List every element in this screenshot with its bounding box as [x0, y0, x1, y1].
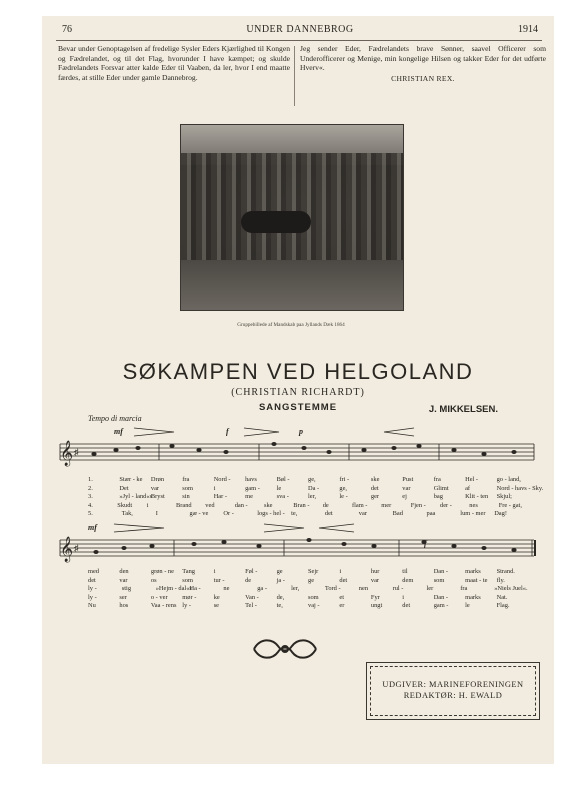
lyric-word: de	[245, 576, 252, 584]
header-rule	[56, 40, 542, 41]
lyric-word: Or -	[223, 510, 234, 518]
lyric-line	[88, 594, 538, 603]
lyric-word: Strand.	[496, 568, 515, 575]
lyric-word: nen	[358, 585, 369, 593]
lyric-word: Van -	[245, 593, 259, 601]
lyric-word: Dan -	[433, 593, 449, 601]
lyric-word: Dan -	[433, 568, 449, 575]
lyric-word: gæ - ve	[189, 510, 209, 518]
lyric-word: »Niels Juel«.	[494, 585, 528, 593]
lyric-word: ne	[223, 585, 230, 593]
lyric-word: Skudt	[117, 501, 133, 509]
song-title: SØKAMPEN VED HELGOLAND	[122, 359, 474, 384]
lyric-word: fra	[433, 476, 441, 483]
dynamic-p: p	[299, 427, 303, 436]
lyric-word: sva -	[276, 493, 289, 501]
lyric-word: go - land,	[496, 476, 521, 483]
lyric-word: med	[88, 568, 100, 575]
lyric-word: sin	[182, 493, 190, 501]
lyric-word: »Hejm - dal«s	[155, 585, 192, 593]
lyric-word: som	[182, 576, 193, 584]
lyric-word: fra	[460, 585, 468, 593]
lyric-word: Bryst	[150, 493, 165, 501]
lyric-word: dan -	[234, 501, 248, 509]
lyric-word: te,	[291, 510, 298, 518]
lyric-word: Klit - ten	[465, 493, 489, 501]
lyric-word: i	[146, 501, 149, 509]
lyric-word: Nord -	[213, 476, 231, 483]
lyric-word: Det	[119, 484, 129, 492]
lyric-word: et	[339, 593, 345, 601]
lyric-word: gam -	[245, 484, 260, 492]
lyric-word: det	[339, 576, 348, 584]
lyric-word: 5.	[88, 510, 93, 518]
lyric-word: ler,	[308, 493, 317, 501]
lyrics-system-2	[88, 568, 538, 611]
lyric-word: marks	[465, 593, 481, 601]
lyric-word: Nu	[88, 602, 96, 610]
lyric-word: flam -	[352, 501, 368, 509]
lyric-word: var	[119, 576, 128, 584]
dynamic-mf-2: mf	[88, 523, 97, 532]
right-column-text: Jeg sender Eder, Fædrelandets brave Sønner, saavel Officerer som Underofficerer og Menige, min kongelige Hilsen og takker Eder for det udførte Hverv«.	[300, 44, 546, 73]
lyric-word: Tang	[182, 568, 195, 575]
lyric-word: gam -	[433, 602, 449, 610]
music-staff-2	[54, 516, 540, 568]
lyric-word: der -	[440, 501, 452, 509]
lyric-word: Bad	[392, 510, 403, 518]
lyric-word: af	[465, 484, 471, 492]
lyric-word: 2.	[88, 484, 93, 492]
photo-caption: Gruppebillede af Mandskab paa Jyllands Dæk 1864	[237, 322, 345, 328]
lyric-word: det	[88, 576, 96, 584]
right-column	[300, 44, 546, 83]
lyric-word: Hel -	[465, 476, 479, 483]
lyric-word: ske	[264, 501, 273, 509]
lyric-word: den	[119, 568, 129, 575]
lyric-word: paa	[426, 510, 436, 518]
lyric-word: Stær - ke	[119, 476, 143, 483]
left-column-text: Bevar under Genoptagelsen af fredelige Sysler Eders Kjærlighed til Kongen og Fædrelandet, og til det Flag, hvorunder I have kæmpet; og skulde Fædrelandets Forsvar atter kalde Eder til Vaaben, da ler, hvor I end maatte færdes, at stille Eder under gamle Dannebrog.	[58, 44, 290, 82]
lyric-word: Ha -	[189, 585, 201, 593]
lyric-word: ge,	[308, 476, 316, 483]
lyric-word: ser	[119, 593, 127, 601]
lyric-word: det	[402, 602, 411, 610]
lyric-word: I	[155, 510, 158, 518]
lyric-word: i	[339, 568, 342, 575]
lyric-word: se	[213, 602, 220, 610]
lyric-word: 3.	[88, 493, 93, 501]
lyric-word: logs - hel -	[257, 510, 285, 518]
lyric-word: marks	[465, 568, 481, 575]
lyric-line	[88, 493, 538, 502]
lyric-word: det	[370, 484, 379, 492]
lyric-word: i	[213, 568, 216, 575]
lyric-word: lum - mer	[460, 510, 486, 518]
lyrics-system-1	[88, 476, 544, 519]
dynamic-mf: mf	[114, 427, 123, 436]
lyric-word: grøn - ne	[150, 568, 174, 575]
lyric-word: 4.	[88, 501, 93, 509]
journal-title: UNDER DANNEBROG	[246, 24, 354, 35]
lyric-word: havs	[245, 476, 257, 483]
lyric-word: var	[150, 484, 160, 492]
publisher-line: UDGIVER: MARINEFORENINGEN	[382, 680, 524, 689]
lyric-word: maat - te	[465, 576, 488, 584]
page-header	[62, 24, 538, 38]
lyric-word: Fre - gat,	[498, 501, 522, 509]
lyric-word: mør -	[182, 593, 197, 601]
lyric-word: Drøn	[150, 476, 165, 483]
lyric-word: Sejr	[308, 568, 319, 575]
lyric-word: ly -	[88, 585, 97, 593]
lyric-word: Skjul;	[496, 493, 512, 501]
lyric-word: le -	[339, 493, 348, 501]
lyric-word: det	[324, 510, 333, 518]
lyric-word: til	[402, 568, 408, 575]
lyric-word: er	[339, 602, 345, 610]
lyric-word: som	[308, 593, 319, 601]
svg-text:𝄞: 𝄞	[60, 441, 74, 466]
lyric-word: os	[150, 576, 157, 584]
lyric-line	[88, 484, 544, 494]
lyric-word: ved	[205, 501, 215, 509]
lyric-word: Pust	[402, 476, 414, 483]
dynamic-f-2: f	[424, 539, 427, 548]
lyric-line	[88, 577, 538, 586]
lyric-word: Da -	[308, 484, 320, 492]
editor-line: REDAKTØR: H. EWALD	[403, 691, 503, 700]
lyric-word: var	[402, 484, 411, 492]
lyric-word: fra	[182, 476, 190, 483]
lyric-word: ske	[370, 476, 380, 483]
lyric-word: Bran -	[293, 501, 310, 509]
voice-label: SANGSTEMME	[258, 402, 338, 413]
lyric-word: stig	[121, 585, 132, 593]
publisher-box	[366, 662, 540, 720]
lyric-word: ly -	[182, 602, 191, 610]
lyric-word: 1.	[88, 476, 93, 483]
music-staff-1	[54, 420, 540, 472]
lyric-word: Tel -	[245, 602, 257, 610]
composer: J. MIKKELSEN.	[428, 404, 498, 415]
lyric-word: ej	[402, 493, 407, 501]
lyric-word: bag	[433, 493, 443, 501]
lyric-word: nes	[469, 501, 478, 509]
lyric-word: var	[358, 510, 367, 518]
lyric-word: de	[322, 501, 329, 509]
lyric-word: vaj -	[308, 602, 320, 610]
lyric-word: dem	[402, 576, 414, 584]
lyric-word: hos	[119, 602, 129, 610]
lyric-word: ler	[426, 585, 434, 593]
svg-text:♯: ♯	[74, 447, 79, 457]
lyric-word: Dag!	[494, 510, 507, 518]
left-column	[58, 44, 290, 82]
lyric-word: te,	[276, 602, 283, 610]
lyric-word: Fjen -	[410, 501, 426, 509]
lyric-line	[88, 602, 538, 611]
lyric-word: de,	[276, 593, 285, 601]
crew-photo	[180, 124, 404, 311]
lyric-word: tur -	[213, 576, 225, 584]
lyric-word: Bøl -	[276, 476, 290, 483]
lyric-word: Brand	[176, 501, 192, 509]
lyric-word: som	[433, 576, 445, 584]
lyric-word: mer	[381, 501, 392, 509]
page-number: 76	[62, 24, 72, 35]
lyric-word: ger	[370, 493, 380, 501]
lyric-line	[88, 568, 538, 577]
lyric-word: i	[213, 484, 216, 492]
page	[42, 16, 554, 764]
lyric-word: ga -	[257, 585, 267, 593]
lyric-word: ge	[276, 568, 283, 575]
lyric-word: ke	[213, 593, 220, 601]
lyric-word: »Jyl - land«s	[119, 493, 153, 501]
lyric-word: me	[245, 493, 253, 501]
lyric-word: Nord - havs - Sky.	[496, 484, 544, 492]
dynamic-f: f	[226, 427, 229, 436]
lyric-word: fly.	[496, 576, 505, 584]
lyric-word: Vaa - rens	[150, 602, 177, 610]
lyric-word: ja -	[276, 576, 285, 584]
lyric-word: fri -	[339, 476, 350, 483]
lyric-word: Nat.	[496, 593, 508, 601]
lyric-word: ungt	[370, 602, 383, 610]
lyric-word: Glimt	[433, 484, 449, 492]
lyric-word: le	[465, 602, 470, 610]
lyric-word: rul -	[392, 585, 404, 593]
lyric-line	[88, 476, 538, 485]
lyric-word: o - ver	[150, 593, 168, 601]
lyric-word: ge	[308, 576, 315, 584]
year: 1914	[518, 24, 538, 35]
decorative-ornament	[250, 636, 320, 662]
lyric-word: hur	[370, 568, 380, 575]
lyric-word: ler,	[291, 585, 300, 593]
tempo-marking: Tempo di marcia	[88, 414, 142, 423]
lyric-word: i	[402, 593, 405, 601]
lyric-word: le	[276, 484, 282, 492]
signature: CHRISTIAN REX.	[391, 73, 455, 83]
lyric-word: ge,	[339, 484, 348, 492]
lyric-word: Tord -	[324, 585, 341, 593]
lyric-word: var	[370, 576, 380, 584]
svg-text:𝄞: 𝄞	[60, 537, 74, 562]
lyric-word: Flag.	[496, 602, 510, 610]
lyric-word: Tak,	[121, 510, 133, 518]
lyric-word: Føl -	[245, 568, 258, 575]
lyric-word: Har -	[213, 493, 227, 501]
lyric-word: som	[182, 484, 193, 492]
lyric-line	[88, 585, 538, 594]
song-lyricist: (CHRISTIAN RICHARDT)	[231, 387, 365, 398]
lyric-word: ly -	[88, 593, 97, 601]
lyric-word: Fyr	[370, 593, 380, 601]
lyric-line	[88, 502, 538, 511]
column-divider	[294, 46, 295, 106]
svg-text:♯: ♯	[74, 543, 79, 553]
